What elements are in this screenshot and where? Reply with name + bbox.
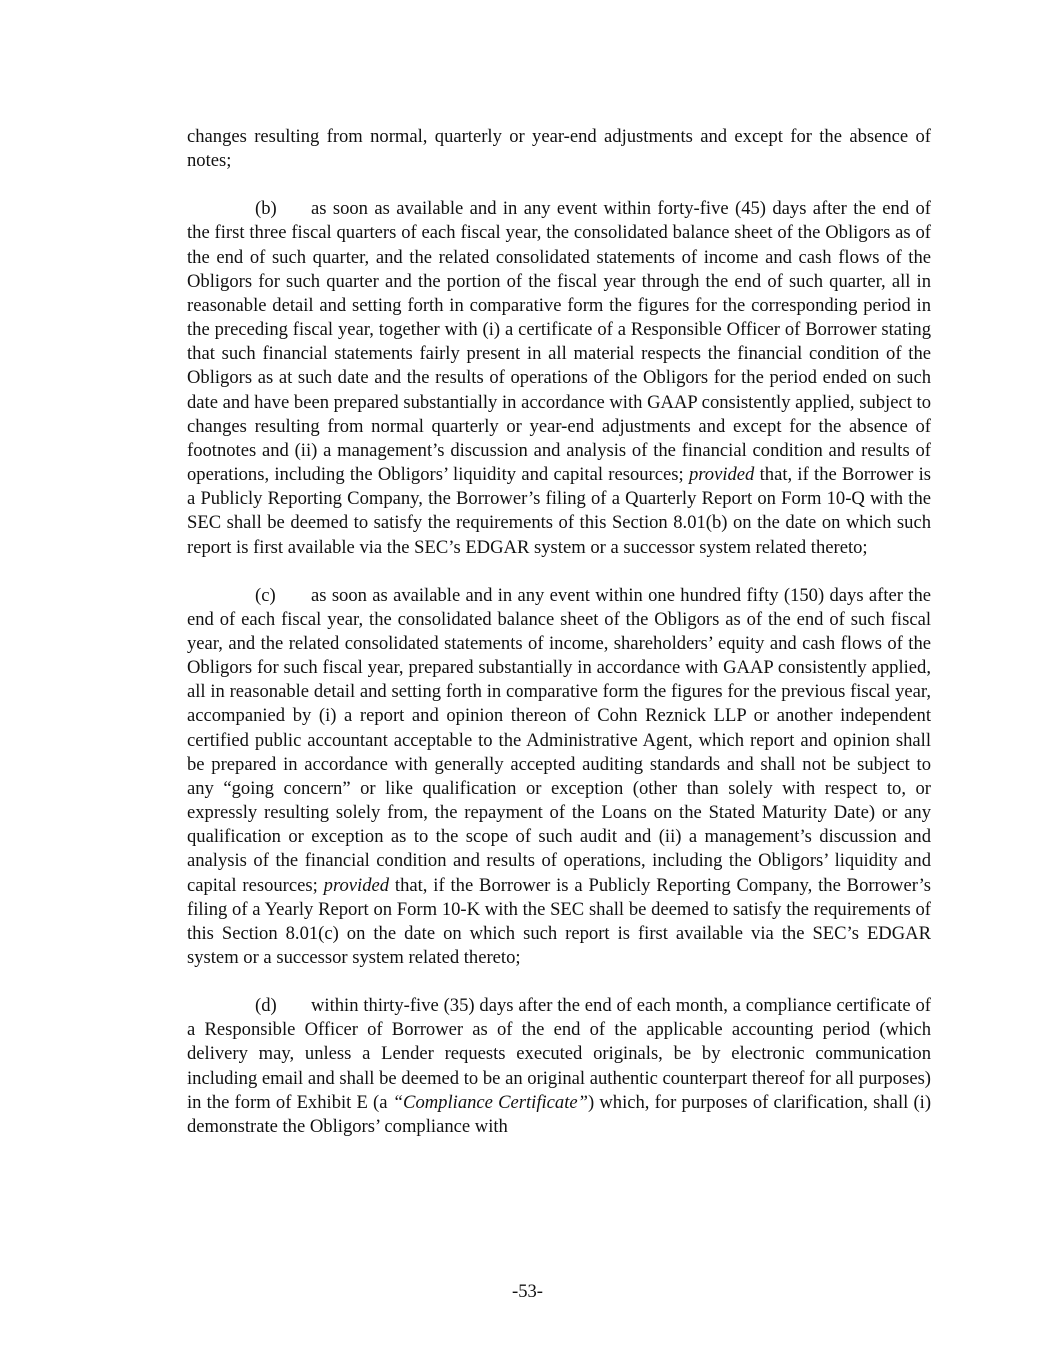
- document-body: [187, 125, 931, 1163]
- paragraph-b-text-1: as soon as available and in any event within forty-five (45) days after the end of the first three fiscal quarters of each fiscal year, the consolidated balance sheet of the Obligors as of the end of such quarter, and the related consolidated statements of income and cash flows of the Obligors for such quarter and the portion of the fiscal year through the end of such quarter, all in reasonable detail and setting forth in comparative form the figures for the corresponding period in the preceding fiscal year, together with (i) a certificate of a Responsible Officer of Borrower stating that such financial statements fairly present in all material respects the financial condition of the Obligors as at such date and the results of operations of the Obligors for the period ended on such date and have been prepared substantially in accordance with GAAP consistently applied, subject to changes resulting from normal quarterly or year-end adjustments and except for the absence of footnotes and (ii) a management’s discussion and analysis of the financial condition and results of operations, including the Obligors’ liquidity and capital resources;: [187, 198, 931, 486]
- paragraph-b-text-2: that, if the Borrower is a Publicly Reporting Company, the Borrower’s filing of a Quarterly Report on Form 10-Q with the SEC shall be deemed to satisfy the requirements of this Section 8.01(b) on the date on which such report is first available via the SEC’s EDGAR system or a successor system related thereto;: [187, 464, 931, 558]
- page-number: -53-: [512, 1281, 543, 1302]
- paragraph-d-italic: “Compliance Certificate”: [392, 1091, 588, 1113]
- paragraph-c: [187, 584, 931, 971]
- paragraph-b: [187, 197, 931, 559]
- paragraph-c-label: (c): [255, 584, 276, 606]
- paragraph-d-text-1: within thirty-five (35) days after the end of each month, a compliance certificate of a Responsible Officer of Borrower as of the end of the applicable accounting period (which delivery may, unless a Lender requests executed originals, be by electronic communication including email and shall be deemed to be an original authentic counterpart thereof for all purposes) in the form of Exhibit E (a: [187, 995, 932, 1113]
- continuation-paragraph: [187, 125, 931, 173]
- paragraph-b-label: (b): [255, 198, 277, 220]
- paragraph-d-text-2: ) which, for purposes of clarification, shall (i) demonstrate the Obligors’ compliance with: [187, 1091, 932, 1137]
- paragraph-d-label: (d): [255, 995, 277, 1017]
- paragraph-d: [187, 994, 931, 1139]
- paragraph-b-italic: provided: [688, 464, 755, 486]
- continuation-text: changes resulting from normal, quarterly or year-end adjustments and except for the absence of notes;: [187, 126, 931, 172]
- paragraph-c-text-2: that, if the Borrower is a Publicly Reporting Company, the Borrower’s filing of a Yearly Report on Form 10-K with the SEC shall be deemed to satisfy the requirements of this Section 8.01(c) on the date on which such report is first available via the SEC’s EDGAR system or a successor system related thereto;: [187, 874, 932, 968]
- paragraph-c-italic: provided: [323, 874, 390, 896]
- paragraph-c-text-1: as soon as available and in any event within one hundred fifty (150) days after the end of each fiscal year, the consolidated balance sheet of the Obligors as of the end of such fiscal year, and the related consolidated statements of income, shareholders’ equity and cash flows of the Obligors for such fiscal year, prepared substantially in accordance with GAAP consistently applied, all in reasonable detail and setting forth in comparative form the figures for the previous fiscal year, accompanied by (i) a report and opinion thereon of Cohn Reznick LLP or another independent certified public accountant acceptable to the Administrative Agent, which report and opinion shall be prepared in accordance with generally accepted auditing standards and shall not be subject to any “going concern” or like qualification or exception (other than solely with respect to, or expressly resulting solely from, the repayment of the Loans on the Stated Maturity Date) or any qualification or exception as to the scope of such audit and (ii) a management’s discussion and analysis of the financial condition and results of operations, including the Obligors’ liquidity and capital resources;: [187, 584, 931, 896]
